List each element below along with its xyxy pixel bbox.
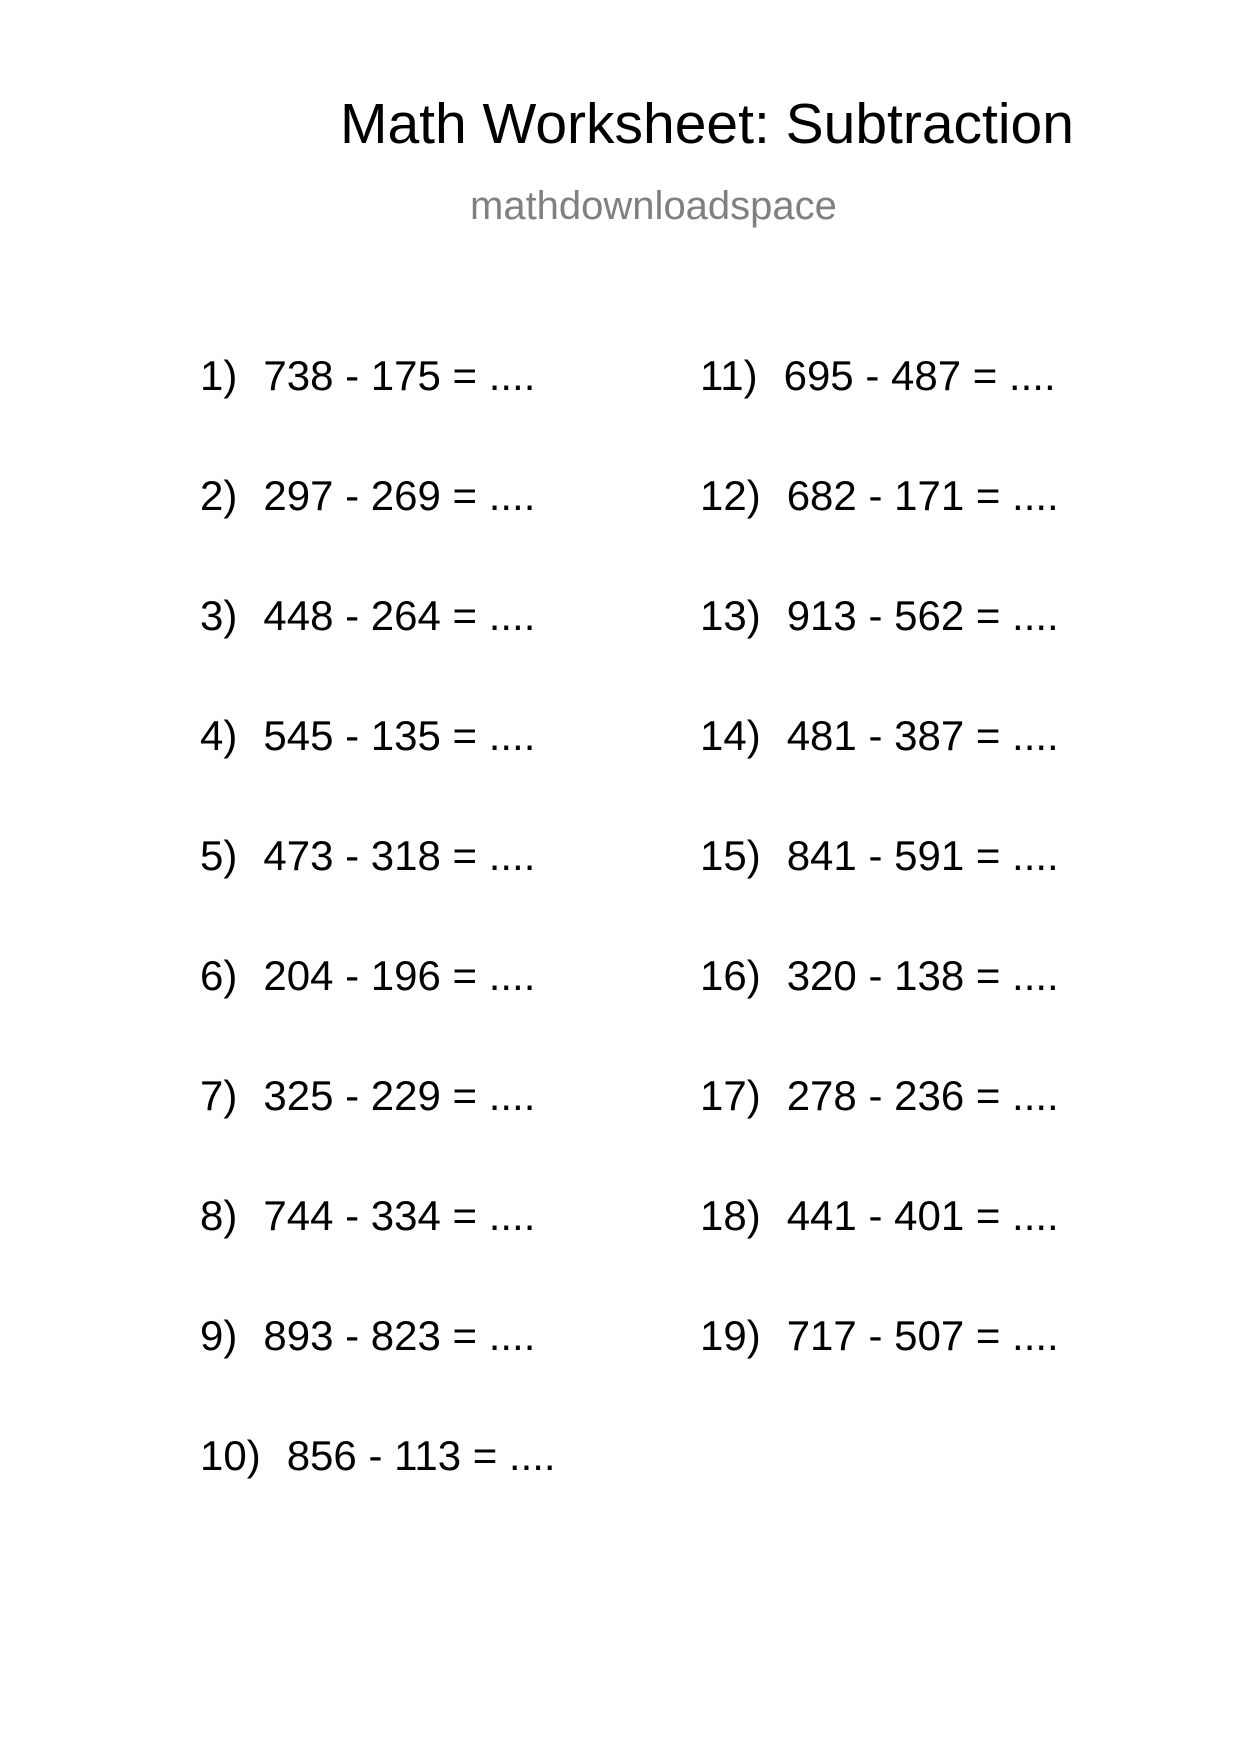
- problem-item: [700, 952, 1059, 999]
- problem-item: [200, 832, 536, 879]
- problem-item: [700, 712, 1059, 759]
- problem-number: 13): [700, 592, 761, 639]
- problem-expression: 320 - 138 = ....: [786, 952, 1059, 999]
- problem-expression: 448 - 264 = ....: [263, 592, 536, 639]
- problem-number: 17): [700, 1072, 761, 1119]
- problem-expression: 744 - 334 = ....: [263, 1192, 536, 1239]
- problem-item: [200, 712, 536, 759]
- problem-item: [200, 1192, 536, 1239]
- problem-item: [200, 1312, 536, 1359]
- problem-number: 14): [700, 712, 761, 759]
- problem-number: 7): [200, 1072, 238, 1119]
- problem-number: 15): [700, 832, 761, 879]
- problem-expression: 856 - 113 = ....: [286, 1432, 556, 1479]
- problem-number: 3): [200, 592, 238, 639]
- problem-number: 12): [700, 472, 761, 519]
- problem-number: 10): [200, 1432, 261, 1479]
- problem-item: [700, 1192, 1059, 1239]
- problem-item: [700, 352, 1056, 399]
- problem-expression: 441 - 401 = ....: [786, 1192, 1059, 1239]
- problem-expression: 682 - 171 = ....: [786, 472, 1059, 519]
- problem-expression: 278 - 236 = ....: [786, 1072, 1059, 1119]
- problem-expression: 893 - 823 = ....: [263, 1312, 536, 1359]
- problem-number: 6): [200, 952, 238, 999]
- problem-expression: 297 - 269 = ....: [263, 472, 536, 519]
- problem-expression: 481 - 387 = ....: [786, 712, 1059, 759]
- problem-number: 9): [200, 1312, 238, 1359]
- problem-expression: 738 - 175 = ....: [263, 352, 536, 399]
- problem-expression: 695 - 487 = ....: [783, 352, 1056, 399]
- problem-expression: 841 - 591 = ....: [786, 832, 1059, 879]
- problem-expression: 545 - 135 = ....: [263, 712, 536, 759]
- problem-item: [700, 472, 1059, 519]
- problem-expression: 717 - 507 = ....: [786, 1312, 1059, 1359]
- problem-number: 19): [700, 1312, 761, 1359]
- problem-number: 16): [700, 952, 761, 999]
- problem-item: [200, 1432, 556, 1479]
- problem-item: [200, 352, 536, 399]
- problem-item: [200, 592, 536, 639]
- problem-expression: 325 - 229 = ....: [263, 1072, 536, 1119]
- problem-number: 1): [200, 352, 238, 399]
- problem-item: [200, 952, 536, 999]
- problem-number: 2): [200, 472, 238, 519]
- problem-item: [700, 1312, 1059, 1359]
- problem-item: [700, 832, 1059, 879]
- problem-number: 8): [200, 1192, 238, 1239]
- problem-expression: 473 - 318 = ....: [263, 832, 536, 879]
- problem-expression: 913 - 562 = ....: [786, 592, 1059, 639]
- problem-number: 5): [200, 832, 238, 879]
- page-title: Math Worksheet: Subtraction: [340, 92, 1074, 156]
- problem-number: 4): [200, 712, 238, 759]
- problem-expression: 204 - 196 = ....: [263, 952, 536, 999]
- problem-item: [700, 592, 1059, 639]
- problem-number: 18): [700, 1192, 761, 1239]
- problem-number: 11): [700, 352, 758, 399]
- site-name: mathdownloadspace: [470, 184, 837, 228]
- problem-item: [700, 1072, 1059, 1119]
- problem-item: [200, 1072, 536, 1119]
- problem-item: [200, 472, 536, 519]
